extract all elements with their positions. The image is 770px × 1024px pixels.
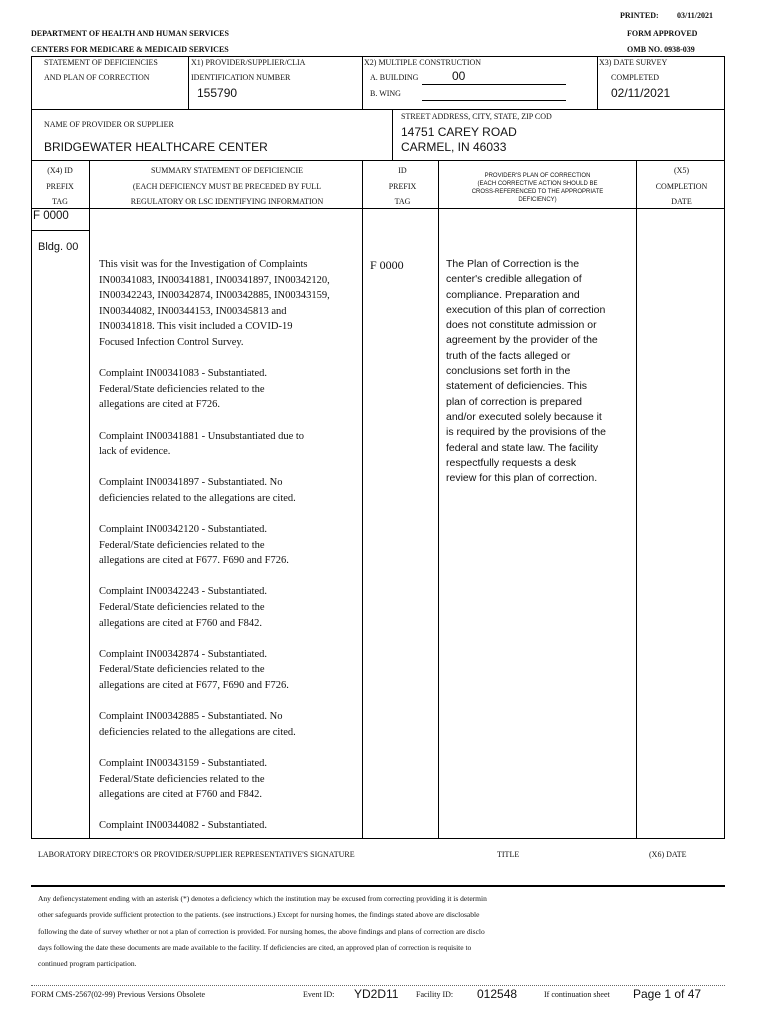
summary-paragraph: Complaint IN00342120 - Substantiated. Federal/State deficiencies related to the allegations are cited at F677. F690 and F726.	[99, 524, 289, 567]
event-id-value: YD2D11	[354, 987, 399, 1001]
summary-paragraph: Complaint IN00341083 - Substantiated. Federal/State deficiencies related to the allegations are cited at F726.	[99, 368, 267, 411]
statement-label-1: STATEMENT OF DEFICIENCIES	[44, 58, 158, 67]
centers-title: CENTERS FOR MEDICARE & MEDICAID SERVICES	[31, 45, 229, 54]
x4-header-3: TAG	[52, 197, 68, 206]
plan-of-correction-text: The Plan of Correction is the center's credible allegation of compliance. Preparation and execution of this plan of correction does not constitute admission or agreement by the provider of the truth of the facts alleged or conclusions set forth in the statement of deficiencies. This plan of correction is prepared and/or executed solely because it is required by the provisions of the federal and state law. The facility respectfully requests a desk review for this plan of correction.	[446, 258, 606, 485]
title-label: TITLE	[497, 850, 520, 859]
x1-label-2: IDENTIFICATION NUMBER	[191, 73, 291, 82]
provider-name-value: BRIDGEWATER HEALTHCARE CENTER	[44, 140, 268, 154]
facility-id-label: Facility ID:	[416, 990, 454, 999]
disclaimer-line: days following the date these documents are made available to the facility. If deficiencies are cited, an approved plan of correction is requisite to	[38, 942, 472, 952]
summary-header-2: (EACH DEFICIENCY MUST BE PRECEDED BY FULL	[132, 182, 322, 191]
continuation-label: If continuation sheet	[544, 990, 610, 999]
page-number: Page 1 of 47	[633, 987, 702, 1001]
summary-paragraph: Complaint IN00342885 - Substantiated. No deficiencies related to the allegations are cited.	[99, 711, 296, 738]
printed-label: PRINTED:	[620, 11, 659, 20]
disclaimer-line: following the date of survey whether or not a plan of correction is provided. For nursing homes, the above findings and plans of correction are disclo	[38, 926, 485, 936]
summary-paragraph: Complaint IN00341881 - Unsubstantiated due to lack of evidence.	[99, 430, 305, 458]
address-label: STREET ADDRESS, CITY, STATE, ZIP COD	[401, 112, 552, 121]
plan-header	[440, 172, 635, 204]
x2-building-label: A. BUILDING	[370, 73, 419, 82]
disclaimer-line: Any defiencystatement ending with an asterisk (*) denotes a deficiency which the institution may be excused from correcting providing it is determin	[38, 894, 487, 903]
plan-header-1: PROVIDER'S PLAN OF CORRECTION	[484, 173, 591, 179]
x1-label-1: X1) PROVIDER/SUPPLIER/CLIA	[191, 58, 306, 67]
summary-paragraph: Complaint IN00342874 - Substantiated. Federal/State deficiencies related to the allegations are cited at F677, F690 and F726.	[99, 648, 289, 692]
plan-header-3: CROSS-REFERENCED TO THE APPROPRIATE	[471, 189, 604, 195]
x2-label: X2) MULTIPLE CONSTRUCTION	[364, 58, 482, 67]
summary-header-1: SUMMARY STATEMENT OF DEFICIENCIE	[150, 166, 304, 175]
disclaimer-line: other safeguards provide sufficient protection to the patients. (see instructions.) Except for nursing homes, the findings stated above are disclosable	[38, 910, 480, 920]
provider-id-value: 155790	[197, 86, 238, 100]
form-number: FORM CMS-2567(02-99) Previous Versions Obsolete	[31, 990, 206, 999]
x3-label-1: X3) DATE SURVEY	[599, 58, 668, 67]
summary-paragraph: Complaint IN00342243 - Substantiated. Federal/State deficiencies related to the allegations are cited at F760 and F842.	[99, 586, 267, 629]
address-line-1: 14751 CAREY ROAD	[401, 125, 517, 139]
summary-paragraph: Complaint IN00343159 - Substantiated. Federal/State deficiencies related to the allegations are cited at F760 and F842.	[99, 758, 267, 801]
provider-name-label: NAME OF PROVIDER OR SUPPLIER	[44, 120, 174, 129]
plan-header-2: (EACH CORRECTIVE ACTION SHOULD BE	[477, 181, 598, 187]
summary-text	[99, 257, 361, 850]
x5-header-2: COMPLETION	[655, 182, 708, 191]
disclaimer-line: continued program participation.	[38, 959, 137, 969]
x3-label-2: COMPLETED	[611, 73, 659, 82]
statement-label-2: AND PLAN OF CORRECTION	[44, 73, 150, 82]
disclaimer	[38, 891, 728, 972]
x2-building-value: 00	[452, 69, 466, 83]
plan-tag-f0000: F 0000	[370, 258, 404, 272]
id-header-1: ID	[398, 166, 407, 175]
event-id-label: Event ID:	[303, 990, 335, 999]
summary-paragraph: Complaint IN00344082 - Substantiated.	[99, 820, 267, 832]
x4-header-1: (X4) ID	[47, 166, 73, 175]
survey-date-value: 02/11/2021	[611, 86, 671, 100]
plan-header-4: DEFICIENCY)	[518, 197, 557, 203]
x6-date-label: (X6) DATE	[649, 850, 687, 859]
omb-number: OMB NO. 0938-039	[627, 45, 695, 54]
form-approved: FORM APPROVED	[627, 29, 698, 38]
address-line-2: CARMEL, IN 46033	[401, 140, 507, 154]
summary-paragraph: This visit was for the Investigation of Complaints IN00341083, IN00341881, IN00341897, IN00342120, IN00342243, IN00342874, IN00342885, IN00343159, IN00344082, IN00344153, IN00345813 and IN00341818. This visit included a COVID-19 Focused Infection Control Survey.	[99, 259, 330, 348]
summary-header-3: REGULATORY OR LSC IDENTIFYING INFORMATION	[130, 197, 324, 206]
summary-paragraph: Complaint IN00341897 - Substantiated. No deficiencies related to the allegations are cited.	[99, 477, 296, 504]
x2-wing-label: B. WING	[370, 89, 401, 98]
id-header-2: PREFIX	[388, 182, 417, 191]
facility-id-value: 012548	[477, 987, 518, 1001]
building-label: Bldg. 00	[38, 241, 79, 253]
x5-header-1: (X5)	[673, 166, 690, 175]
signature-label: LABORATORY DIRECTOR'S OR PROVIDER/SUPPLIER REPRESENTATIVE'S SIGNATURE	[38, 850, 355, 859]
x5-header-3: DATE	[671, 197, 692, 206]
department-title: DEPARTMENT OF HEALTH AND HUMAN SERVICES	[31, 29, 229, 38]
tag-f0000: F 0000	[33, 210, 69, 222]
id-header-3: TAG	[394, 197, 411, 206]
x4-header-2: PREFIX	[46, 182, 74, 191]
printed-date: 03/11/2021	[677, 11, 714, 20]
